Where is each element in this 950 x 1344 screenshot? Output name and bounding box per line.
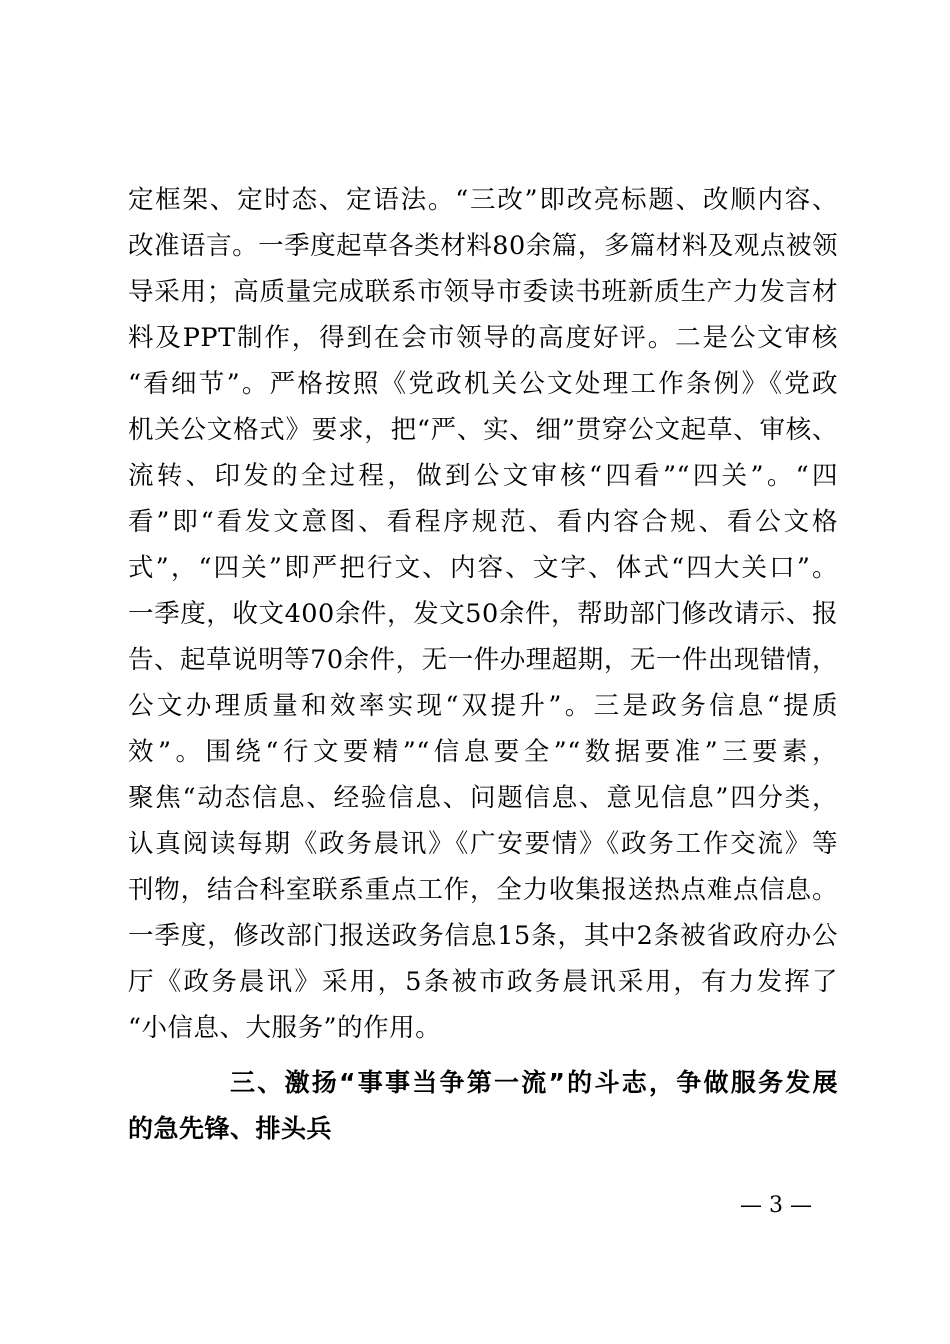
body-line: “看细节”。严格按照《党政机关公文处理工作条例》《党政 xyxy=(128,369,838,399)
page-number: — 3 — xyxy=(740,1193,812,1218)
body-line: 流转、印发的全过程，做到公文审核“四看”“四关”。“四 xyxy=(128,461,838,491)
body-line: 机关公文格式》要求，把“严、实、细”贯穿公文起草、审核、 xyxy=(128,415,838,445)
body-line: 看”即“看发文意图、看程序规范、看内容合规、看公文格 xyxy=(128,507,838,537)
body-line: 效”。围绕“行文要精”“信息要全”“数据要准”三要素， xyxy=(128,737,838,767)
body-line: 聚焦“动态信息、经验信息、问题信息、意见信息”四分类， xyxy=(128,783,838,813)
body-line: 一季度，收文400余件，发文50余件，帮助部门修改请示、报 xyxy=(128,599,838,629)
body-line: 刊物，结合科室联系重点工作，全力收集报送热点难点信息。 xyxy=(128,875,838,905)
body-line: 定框架、定时态、定语法。“三改”即改亮标题、改顺内容、 xyxy=(128,185,838,215)
body-line: 告、起草说明等70余件，无一件办理超期，无一件出现错情， xyxy=(128,645,838,675)
body-line: 公文办理质量和效率实现“双提升”。三是政务信息“提质 xyxy=(128,691,838,721)
body-line: 认真阅读每期《政务晨讯》《广安要情》《政务工作交流》等 xyxy=(128,829,838,859)
body-line: 改准语言。一季度起草各类材料80余篇，多篇材料及观点被领 xyxy=(128,231,838,261)
body-line: 料及PPT制作，得到在会市领导的高度好评。二是公文审核 xyxy=(128,323,838,353)
section-heading xyxy=(128,1060,838,1152)
section-heading-line: 的急先锋、排头兵 xyxy=(128,1114,333,1143)
body-line: 式”，“四关”即严把行文、内容、文字、体式“四大关口”。 xyxy=(128,553,838,583)
body-line: 厅《政务晨讯》采用，5条被市政务晨讯采用，有力发挥了 xyxy=(128,967,838,997)
section-heading-line: 三、激扬“事事当争第一流”的斗志，争做服务发展 xyxy=(230,1068,838,1097)
body-line: 导采用；高质量完成联系市领导市委读书班新质生产力发言材 xyxy=(128,277,838,307)
body-line: 一季度，修改部门报送政务信息15条，其中2条被省政府办公 xyxy=(128,921,838,951)
body-paragraph xyxy=(128,177,838,1051)
body-line: “小信息、大服务”的作用。 xyxy=(128,1013,442,1043)
